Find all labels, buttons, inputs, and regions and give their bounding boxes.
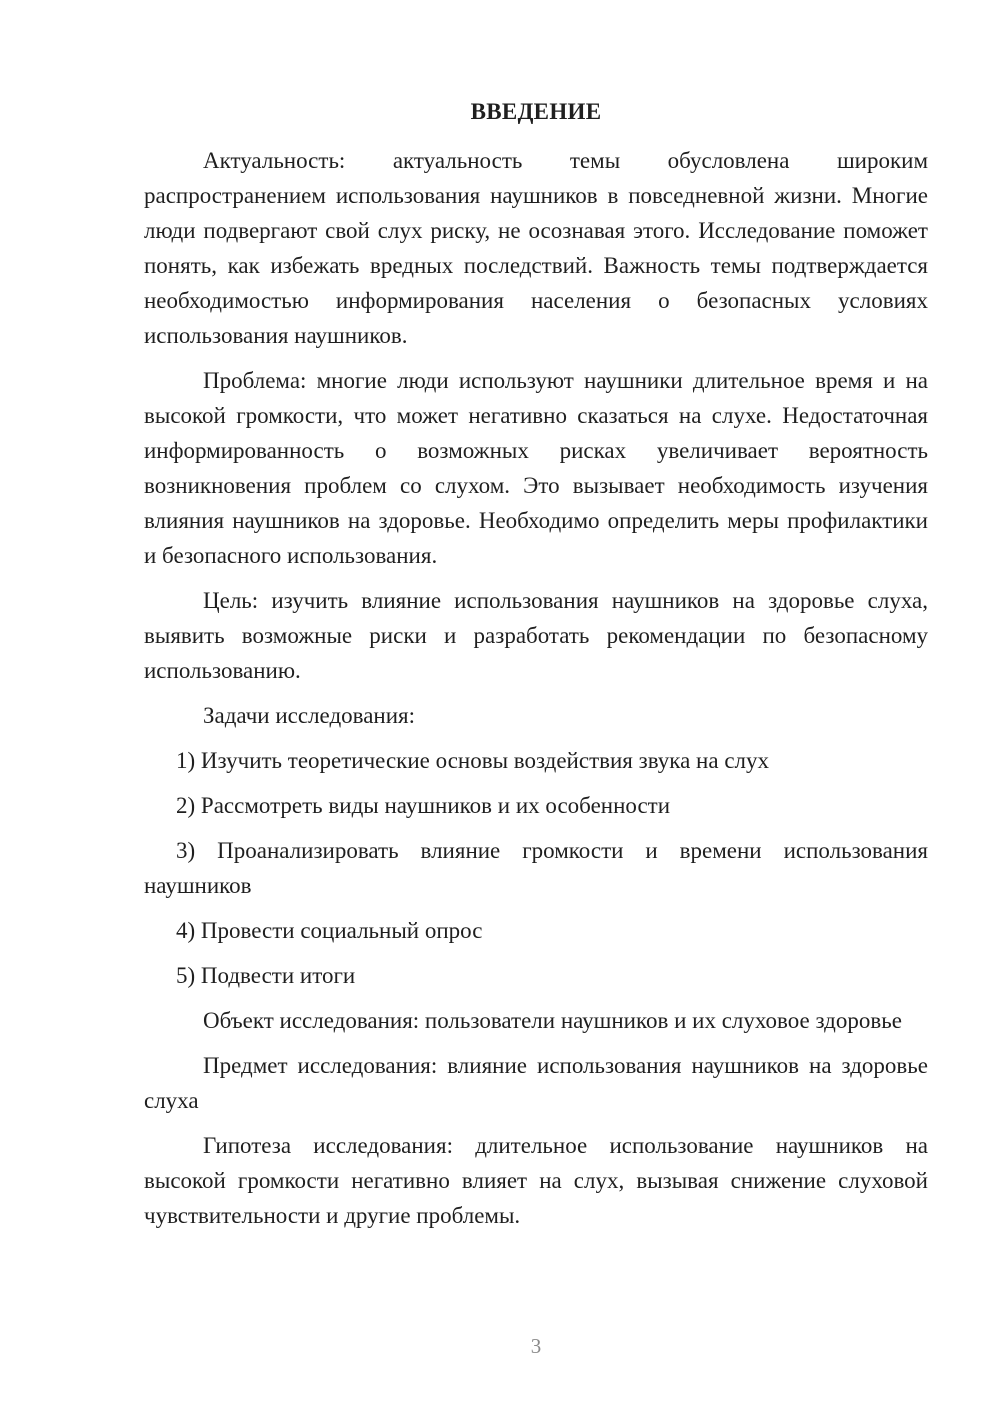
document-body xyxy=(144,143,928,1243)
paragraph-hypothesis: Гипотеза исследования: длительное использование наушников на высокой громкости негативно влияет на слух, вызывая снижение слуховой чувствительности и другие проблемы. xyxy=(144,1133,928,1228)
tasks-heading: Задачи исследования: xyxy=(203,703,416,728)
paragraph-subject: Предмет исследования: влияние использования наушников на здоровье слуха xyxy=(144,1053,928,1113)
task-item-2: 2) Рассмотреть виды наушников и их особенности xyxy=(176,793,671,818)
paragraph-object: Объект исследования: пользователи наушников и их слуховое здоровье xyxy=(203,1008,902,1033)
task-item-1: 1) Изучить теоретические основы воздействия звука на слух xyxy=(176,748,770,773)
paragraph-goal: Цель: изучить влияние использования наушников на здоровье слуха, выявить возможные риски и разработать рекомендации по безопасному использованию. xyxy=(144,588,928,683)
page-title: ВВЕДЕНИЕ xyxy=(470,99,602,124)
paragraph-relevance: Актуальность: актуальность темы обусловлена широким распространением использования наушников в повседневной жизни. Многие люди подвергают свой слух риску, не осознавая этого. Исследование поможет понять, как избежать вредных последствий. Важность темы подтверждается необходимостью информирования населения о безопасных условиях использования наушников. xyxy=(144,148,928,348)
page-number: 3 xyxy=(530,1334,542,1358)
task-item-3: 3) Проанализировать влияние громкости и времени использования наушников xyxy=(144,838,928,898)
task-item-5: 5) Подвести итоги xyxy=(176,963,356,988)
paragraph-problem: Проблема: многие люди используют наушники длительное время и на высокой громкости, что может негативно сказаться на слухе. Недостаточная информированность о возможных рисках увеличивает вероятность возникновения проблем со слухом. Это вызывает необходимость изучения влияния наушников на здоровье. Необходимо определить меры профилактики и безопасного использования. xyxy=(144,368,928,568)
task-item-4: 4) Провести социальный опрос xyxy=(176,918,483,943)
